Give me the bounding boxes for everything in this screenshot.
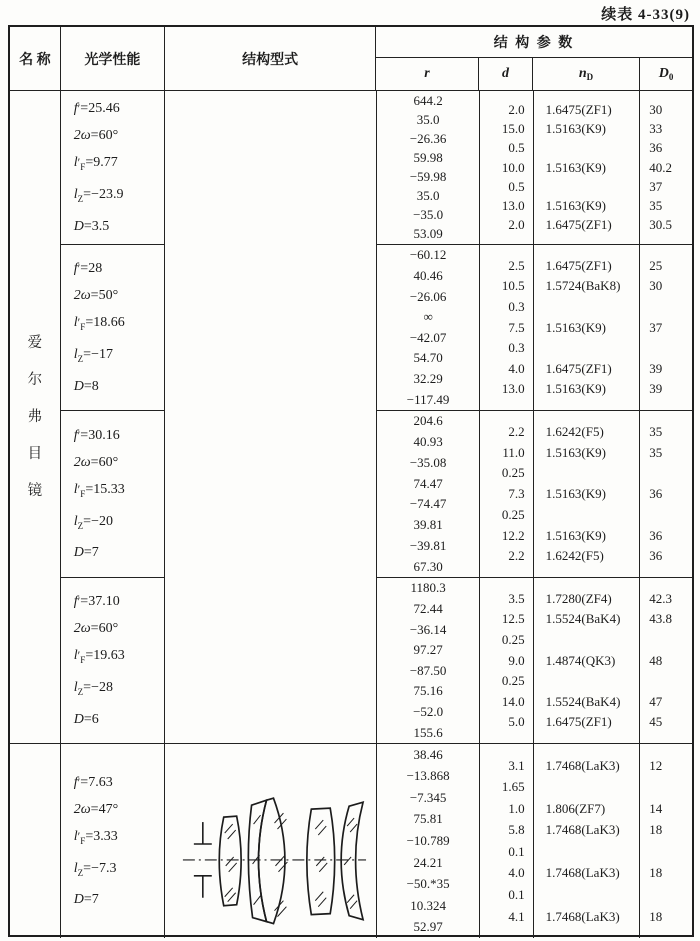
spec-line: 2ω=60° <box>73 128 119 144</box>
nd-value: 1.6475(ZF1) <box>545 216 612 232</box>
spec-line: D=7 <box>73 892 99 908</box>
spacer <box>534 400 640 410</box>
d-value: 0.1 <box>508 886 525 902</box>
nd-value <box>534 776 640 798</box>
spec-line: 2ω=60° <box>73 621 119 637</box>
d-cell <box>480 411 533 578</box>
d-value: 0.25 <box>501 631 525 647</box>
d0-value: 35 <box>649 197 663 213</box>
spacer <box>480 927 533 938</box>
nd-value: 1.5524(BaK4) <box>545 693 621 709</box>
D0-cell <box>640 578 692 744</box>
r-value: 32.29 <box>413 371 443 387</box>
spec-line: f′=28 <box>73 261 103 277</box>
nd-value: 1.6475(ZF1) <box>545 714 612 730</box>
D-symbol: D <box>658 66 669 81</box>
nd-value: 1.5163(K9) <box>545 319 606 335</box>
r-value: −13.868 <box>406 768 450 784</box>
d0-value <box>640 630 692 651</box>
nd-value: 1.5163(K9) <box>545 159 606 175</box>
header-d0 <box>640 58 692 90</box>
performance-cell <box>61 411 165 578</box>
nd-value: 1.5163(K9) <box>545 486 606 501</box>
d0-value: 36 <box>649 140 663 156</box>
eyepiece-parameter-table <box>8 25 694 937</box>
spacer <box>480 411 533 421</box>
r-value: 52.97 <box>413 919 443 935</box>
r-value: 67.30 <box>413 558 443 574</box>
nd-value: 1.5163(K9) <box>545 527 606 543</box>
nd-value: 1.7280(ZF4) <box>545 590 612 606</box>
d0-value: 14 <box>649 800 663 816</box>
d-value: 0.3 <box>508 298 525 314</box>
refractive-index-column <box>534 91 641 938</box>
d-value: 2.2 <box>508 548 525 564</box>
n-subscript: D <box>586 72 594 82</box>
d-value: 14.0 <box>501 693 525 709</box>
d0-value <box>640 297 692 318</box>
d-value: 4.1 <box>508 908 525 924</box>
nd-value <box>534 504 640 525</box>
spacer <box>534 927 640 938</box>
spec-line: $l_Z=-23.9$ <box>73 187 124 204</box>
nd-value: 1.7468(LaK3) <box>545 908 620 924</box>
d-value: 2.0 <box>508 216 525 232</box>
nd-value: 1.7468(LaK3) <box>545 757 620 773</box>
name-column <box>10 91 61 938</box>
r-value: −74.47 <box>409 496 447 512</box>
r-value: 10.324 <box>410 897 446 913</box>
structure-empty-cell <box>165 91 376 744</box>
nd-value: 1.5524(BaK4) <box>545 611 621 627</box>
d0-value: 33 <box>649 121 663 137</box>
spacer <box>480 744 533 755</box>
d-value: 2.0 <box>508 102 525 118</box>
d-value: 1.65 <box>501 779 525 795</box>
spacer <box>480 567 533 577</box>
d-value: 0.5 <box>508 140 525 156</box>
d-value: 4.0 <box>508 865 525 881</box>
r-value: 97.27 <box>413 642 443 658</box>
n-cell <box>534 578 640 744</box>
radius-cell <box>377 245 479 411</box>
nd-value: 1.7468(LaK3) <box>545 822 620 838</box>
nd-value: 1.5163(K9) <box>545 381 606 397</box>
r-value: 74.47 <box>413 475 443 491</box>
r-value: 75.81 <box>413 811 443 827</box>
d-value: 0.5 <box>508 178 525 194</box>
performance-cell <box>61 578 165 744</box>
d-value: 0.25 <box>501 465 525 481</box>
header-name: 名 称 <box>10 27 61 90</box>
d0-value: 18 <box>649 822 663 838</box>
spec-line: $l'_F=3.33$ <box>73 828 118 846</box>
spacer <box>640 733 692 743</box>
lens-element-3 <box>259 798 285 923</box>
n-cell <box>534 744 640 938</box>
d0-value: 45 <box>649 714 663 730</box>
spacer <box>534 744 640 755</box>
d-value: 7.5 <box>508 319 525 335</box>
r-symbol: r <box>424 66 430 81</box>
group-name-cell <box>10 91 60 744</box>
spec-line: D=7 <box>73 545 99 561</box>
glass-hatching <box>225 813 357 917</box>
r-value: 40.46 <box>413 267 443 283</box>
table-caption: 续表 4-33(9) <box>601 7 690 23</box>
d-value: 0.25 <box>501 673 525 689</box>
r-value: 40.93 <box>413 434 443 450</box>
nd-value <box>534 338 640 359</box>
nd-value: 1.5163(K9) <box>545 121 606 137</box>
spec-line: f′=30.16 <box>73 427 120 443</box>
r-value: −59.98 <box>409 169 447 185</box>
d-value: 12.5 <box>501 611 525 627</box>
nd-value: 1.806(ZF7) <box>545 800 606 816</box>
d-value: 3.1 <box>508 757 525 773</box>
r-value: 59.98 <box>413 149 443 165</box>
spec-line: 2ω=47° <box>73 801 119 817</box>
header-r <box>376 58 479 90</box>
group-name-char: 爱 <box>27 334 43 351</box>
spec-line: $l'_F=19.63$ <box>73 648 125 665</box>
d0-value: 35 <box>649 444 663 460</box>
d-cell <box>480 744 533 938</box>
d-value: 0.25 <box>501 506 525 522</box>
thickness-column <box>480 91 534 938</box>
d-value: 13.0 <box>501 197 525 213</box>
d-value: 9.0 <box>508 652 525 668</box>
d-value: 5.8 <box>508 822 525 838</box>
r-value: 54.70 <box>413 350 443 366</box>
group-name-char: 镜 <box>27 482 43 499</box>
nd-value: 1.4874(QK3) <box>545 652 616 668</box>
r-value: −35.0 <box>413 207 444 223</box>
r-value: 204.6 <box>413 413 443 429</box>
n-cell <box>534 245 640 411</box>
spacer <box>640 411 692 421</box>
group-name-empty-cell <box>10 744 60 938</box>
r-value: −39.81 <box>409 537 447 553</box>
n-cell <box>534 91 640 245</box>
header-structure-parameters-group <box>376 27 692 90</box>
spec-line: $l'_F=15.33$ <box>73 481 125 499</box>
optical-performance-column <box>61 91 166 938</box>
aperture-column <box>640 91 692 938</box>
d0-value: 47 <box>649 693 663 709</box>
header-d <box>479 58 533 90</box>
group-name-char: 目 <box>27 445 43 462</box>
spacer <box>480 733 533 743</box>
performance-cell <box>61 245 165 411</box>
r-value: −117.49 <box>406 391 450 407</box>
r-value: 644.2 <box>413 92 443 108</box>
group-name-char: 弗 <box>27 408 43 425</box>
d0-value: 35 <box>649 423 663 439</box>
d0-value: 37 <box>649 178 663 194</box>
header-optical-performance: 光学性能 <box>61 27 165 90</box>
d0-value <box>640 884 692 906</box>
r-value: 24.21 <box>413 854 443 870</box>
header-structure-type: 结构型式 <box>165 27 376 90</box>
d0-value <box>640 776 692 798</box>
d0-value: 40.2 <box>649 159 672 175</box>
spec-line: $l'_F=9.77$ <box>73 155 118 172</box>
d0-value: 30 <box>649 102 663 118</box>
nd-value <box>534 139 640 158</box>
group-name-char: 尔 <box>27 371 43 388</box>
d0-value: 25 <box>649 257 663 273</box>
d-value: 0.3 <box>508 340 525 356</box>
spec-line: $l'_F=18.66$ <box>73 315 125 332</box>
nd-value: 1.6242(F5) <box>545 423 604 439</box>
d0-value: 18 <box>649 865 663 881</box>
d0-value: 43.8 <box>649 611 672 627</box>
d0-value: 37 <box>649 319 663 335</box>
header-nd <box>533 58 640 90</box>
radius-column <box>377 91 480 938</box>
spacer <box>534 733 640 743</box>
d0-value <box>640 671 692 692</box>
spacer <box>480 578 533 588</box>
d-value: 11.0 <box>502 444 525 460</box>
performance-cell <box>61 91 165 245</box>
nd-value: 1.5163(K9) <box>545 197 606 213</box>
structure-diagram-cell <box>165 744 376 938</box>
r-value: 75.16 <box>413 683 443 699</box>
d-value: 7.3 <box>508 486 525 501</box>
D-subscript: 0 <box>668 72 674 82</box>
d0-value: 30 <box>649 278 663 294</box>
D0-cell <box>640 245 692 411</box>
spec-line: $l_Z=-20$ <box>73 513 113 531</box>
d-value: 2.5 <box>508 257 525 273</box>
radius-cell <box>377 411 479 578</box>
spec-line: D=8 <box>73 378 99 394</box>
spacer <box>534 234 640 244</box>
r-value: −36.14 <box>409 621 447 637</box>
d-value: 5.0 <box>508 714 525 730</box>
d-value: 13.0 <box>501 381 525 397</box>
d-value: 10.5 <box>501 278 525 294</box>
r-value: 72.44 <box>413 600 443 616</box>
r-value: −50.*35 <box>406 876 450 892</box>
r-value: −87.50 <box>409 662 447 678</box>
nd-value: 1.6242(F5) <box>545 548 604 564</box>
r-value: −10.789 <box>406 833 450 849</box>
nd-value: 1.6475(ZF1) <box>545 257 612 273</box>
spacer <box>640 91 692 101</box>
d-value: 15.0 <box>501 121 525 137</box>
spec-line: 2ω=60° <box>73 454 119 470</box>
r-value: −7.345 <box>409 789 447 805</box>
spacer <box>640 245 692 255</box>
d0-value: 48 <box>649 652 663 668</box>
r-value: 35.0 <box>416 188 440 204</box>
nd-value: 1.5724(BaK8) <box>545 278 621 294</box>
d0-value <box>640 841 692 863</box>
spacer <box>640 567 692 577</box>
D0-cell <box>640 91 692 245</box>
spec-line: D=3.5 <box>73 218 110 234</box>
d-value: 12.2 <box>501 527 525 543</box>
d-value: 0.1 <box>508 843 525 859</box>
spec-line: 2ω=50° <box>73 288 119 304</box>
d-value: 1.0 <box>508 800 525 816</box>
d0-value: 36 <box>649 527 663 543</box>
spec-line: D=6 <box>73 711 99 727</box>
spacer <box>534 245 640 255</box>
d-cell <box>480 245 533 411</box>
d0-value: 39 <box>649 381 663 397</box>
spacer <box>534 91 640 101</box>
table-header <box>10 27 692 91</box>
r-value: 53.09 <box>413 226 443 242</box>
r-value: ∞ <box>423 309 433 325</box>
performance-cell <box>61 744 165 938</box>
nd-value <box>534 671 640 692</box>
d0-value: 42.3 <box>649 590 672 606</box>
spacer <box>640 234 692 244</box>
spacer <box>534 411 640 421</box>
nd-value: 1.6475(ZF1) <box>545 102 612 118</box>
r-value: −35.08 <box>409 454 447 470</box>
d0-value: 36 <box>649 548 663 564</box>
spacer <box>480 234 533 244</box>
D0-cell <box>640 411 692 578</box>
nd-value <box>534 630 640 651</box>
d-cell <box>480 91 533 245</box>
r-value: 1180.3 <box>410 580 446 596</box>
spacer <box>640 744 692 755</box>
d0-value: 39 <box>649 360 663 376</box>
group-name-vertical <box>28 325 43 510</box>
d0-value <box>640 463 692 484</box>
r-value: −26.06 <box>409 288 447 304</box>
spacer <box>480 400 533 410</box>
spec-line: f′=7.63 <box>73 774 113 790</box>
spacer <box>480 245 533 255</box>
n-symbol: n <box>578 66 587 81</box>
spec-line: $l_Z=-17$ <box>73 347 113 364</box>
r-value: 38.46 <box>413 746 443 762</box>
r-value: −26.36 <box>409 130 447 146</box>
spec-line: $l_Z=-28$ <box>73 680 113 697</box>
d0-value: 18 <box>649 908 663 924</box>
nd-value <box>534 297 640 318</box>
D0-cell <box>640 744 692 938</box>
d0-value <box>640 504 692 525</box>
structure-type-column <box>165 91 377 938</box>
nd-value <box>534 841 640 863</box>
d0-value <box>640 338 692 359</box>
d-value: 10.0 <box>501 159 525 175</box>
r-value: 35.0 <box>416 111 440 127</box>
nd-value <box>534 463 640 484</box>
d-value: 2.2 <box>508 423 525 439</box>
r-value: −52.0 <box>413 704 444 720</box>
nd-value: 1.6475(ZF1) <box>545 360 612 376</box>
d-cell <box>480 578 533 744</box>
spacer <box>640 400 692 410</box>
nd-value: 1.7468(LaK3) <box>545 865 620 881</box>
lens-diagram <box>165 744 376 938</box>
spacer <box>640 927 692 938</box>
radius-cell <box>377 91 479 245</box>
d-value: 4.0 <box>508 360 525 376</box>
spacer <box>534 567 640 577</box>
table-body <box>10 91 692 938</box>
r-value: −60.12 <box>409 247 447 263</box>
n-cell <box>534 411 640 578</box>
r-value: 155.6 <box>413 724 443 740</box>
spacer <box>640 578 692 588</box>
nd-value: 1.5163(K9) <box>545 444 606 460</box>
d0-value: 12 <box>649 757 663 773</box>
d0-value: 30.5 <box>649 216 672 232</box>
d-symbol: d <box>502 66 509 81</box>
radius-cell <box>377 578 479 744</box>
d0-value: 36 <box>649 486 663 501</box>
spacer <box>480 91 533 101</box>
nd-value <box>534 884 640 906</box>
radius-cell <box>377 744 479 938</box>
r-value: −42.07 <box>409 329 447 345</box>
spec-line: $l_Z=-7.3$ <box>73 860 117 878</box>
header-subrow <box>376 58 692 90</box>
spec-line: f′=37.10 <box>73 594 120 610</box>
spec-line: f′=25.46 <box>73 101 120 117</box>
header-structure-parameters: 结 构 参 数 <box>376 27 692 58</box>
d-value: 3.5 <box>508 590 525 606</box>
spacer <box>534 578 640 588</box>
r-value: 39.81 <box>413 517 443 533</box>
nd-value <box>534 177 640 196</box>
